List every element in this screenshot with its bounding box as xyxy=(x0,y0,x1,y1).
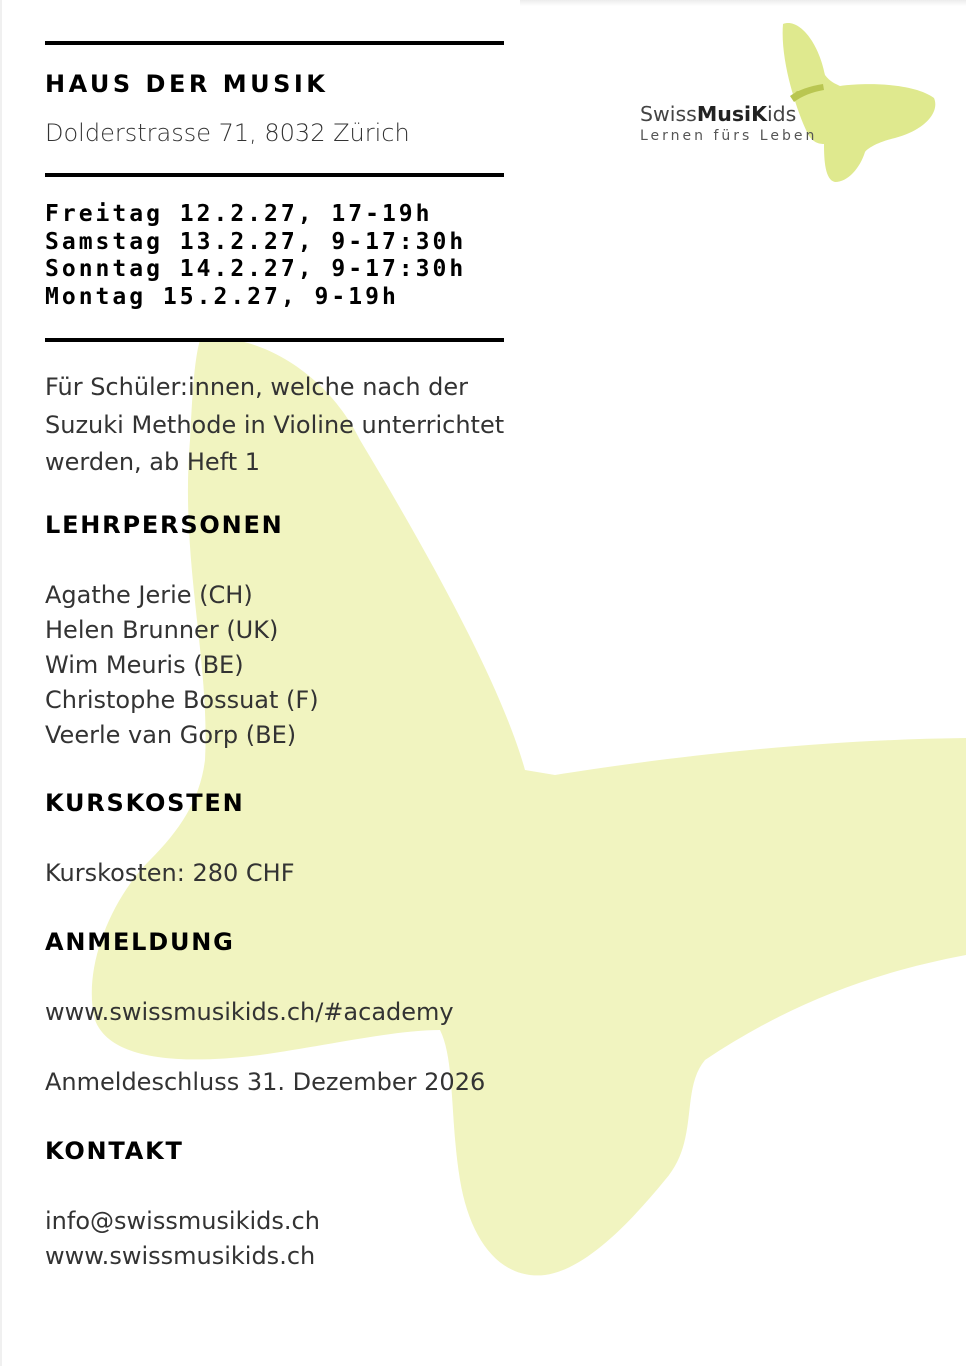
costs-heading: KURSKOSTEN xyxy=(45,789,245,817)
logo-brand-ids: ids xyxy=(766,102,797,126)
schedule-item: Freitag 12.2.27, 17-19h xyxy=(45,201,433,227)
registration-heading: ANMELDUNG xyxy=(45,928,235,956)
top-divider xyxy=(45,41,504,45)
contact-heading: KONTAKT xyxy=(45,1137,184,1165)
schedule-item: Samstag 13.2.27, 9-17:30h xyxy=(45,228,467,255)
schedule-item: Montag 15.2.27, 9-19h xyxy=(45,283,399,310)
teachers-heading: LEHRPERSONEN xyxy=(45,511,284,539)
costs-text: Kurskosten: 280 CHF xyxy=(45,859,295,887)
logo-brand xyxy=(640,102,796,126)
course-description: Für Schüler:innen, welche nach der Suzuki Methode in Violine unterrichtet werden, ab Heft 1 xyxy=(45,373,505,476)
logo-slogan: Lernen fürs Leben xyxy=(640,128,818,144)
registration-link[interactable]: www.swissmusikids.ch/#academy xyxy=(45,998,454,1026)
logo-brand-musik: MusiK xyxy=(696,102,767,126)
venue-address: Dolderstrasse 71, 8032 Zürich xyxy=(45,119,410,147)
teacher-name: Christophe Bossuat (F) xyxy=(45,686,319,714)
teacher-name: Veerle van Gorp (BE) xyxy=(45,721,297,749)
contact-email-link[interactable]: info@swissmusikids.ch xyxy=(45,1207,320,1235)
schedule-divider xyxy=(45,338,504,342)
teacher-name: Wim Meuris (BE) xyxy=(45,651,244,679)
teacher-name: Agathe Jerie (CH) xyxy=(45,581,253,609)
registration-deadline: Anmeldeschluss 31. Dezember 2026 xyxy=(45,1068,486,1096)
contact-website-link[interactable]: www.swissmusikids.ch xyxy=(45,1242,316,1270)
logo-brand-swiss: Swiss xyxy=(640,102,697,126)
schedule-list xyxy=(45,201,466,311)
schedule-item: Sonntag 14.2.27, 9-17:30h xyxy=(45,256,467,282)
address-divider xyxy=(45,173,504,177)
teachers-list xyxy=(45,578,319,753)
swissmusikids-logo xyxy=(640,20,940,190)
venue-title: HAUS DER MUSIK xyxy=(45,70,329,98)
teacher-name: Helen Brunner (UK) xyxy=(45,616,279,644)
